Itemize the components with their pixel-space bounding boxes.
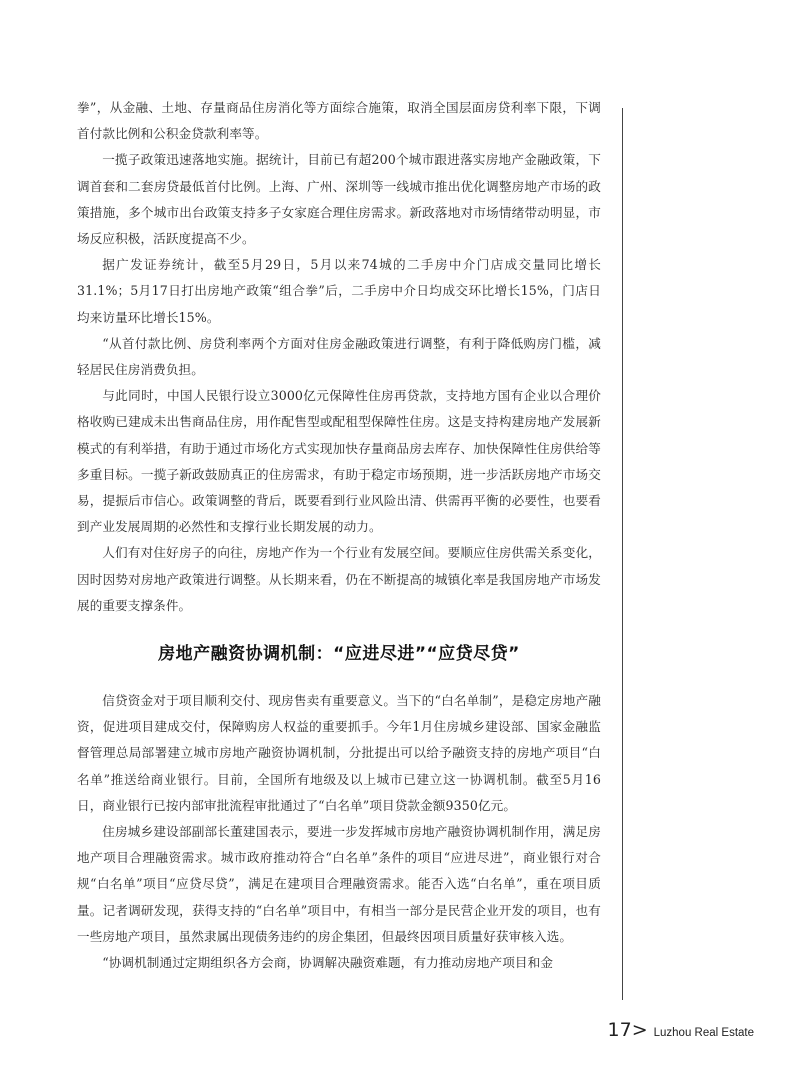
paragraph: 一揽子政策迅速落地实施。据统计，目前已有超200个城市跟进落实房地产金融政策，下调首套和二套房贷最低首付比例。上海、广州、深圳等一线城市推出优化调整房地产市场的政策措施，多个城市出台政策支持多子女家庭合理住房需求。新政落地对市场情绪带动明显，市场反应积极，活跃度提高不少。	[77, 152, 601, 247]
paragraph-continued: 拳”，从金融、土地、存量商品住房消化等方面综合施策，取消全国层面房贷利率下限，下调首付款比例和公积金贷款利率等。	[77, 100, 601, 142]
paragraph: “协调机制通过定期组织各方会商，协调解决融资难题，有力推动房地产项目和金	[102, 955, 554, 971]
article-body	[77, 95, 601, 976]
vertical-divider	[622, 108, 623, 1000]
paragraph: 信贷资金对于项目顺利交付、现房售卖有重要意义。当下的“白名单制”，是稳定房地产融资，促进项目建成交付，保障购房人权益的重要抓手。今年1月住房城乡建设部、国家金融监督管理总局部署建立城市房地产融资协调机制，分批提出可以给予融资支持的房地产项目“白名单”推送给商业银行。目前，全国所有地级及以上城市已建立这一协调机制。截至5月16日，商业银行已按内部审批流程审批通过了“白名单”项目贷款金额9350亿元。	[77, 693, 601, 813]
paragraph: 人们有对住好房子的向往，房地产作为一个行业有发展空间。要顺应住房供需关系变化，因时因势对房地产政策进行调整。从长期来看，仍在不断提高的城镇化率是我国房地产市场发展的重要支撑条件。	[77, 545, 601, 613]
page-number: 17>	[607, 1019, 648, 1041]
section-heading: 房地产融资协调机制：“应进尽进”“应贷尽贷”	[158, 644, 520, 665]
paragraph: 据广发证券统计，截至5月29日，5月以来74城的二手房中介门店成交量同比增长31.1%；5月17日打出房地产政策“组合拳”后，二手房中介日均成交环比增长15%，门店日均来访量环比增长15%。	[77, 257, 601, 325]
publication-name: Luzhou Real Estate	[653, 1027, 754, 1039]
paragraph: “从首付款比例、房贷利率两个方面对住房金融政策进行调整，有利于降低购房门槛，减轻居民住房消费负担。	[77, 335, 601, 378]
page-footer	[608, 1019, 754, 1041]
paragraph: 住房城乡建设部副部长董建国表示，要进一步发挥城市房地产融资协调机制作用，满足房地产项目合理融资需求。城市政府推动符合“白名单”条件的项目“应进尽进”，商业银行对合规“白名单”项目“应贷尽贷”，满足在建项目合理融资需求。能否入选“白名单”，重在项目质量。记者调研发现，获得支持的“白名单”项目中，有相当一部分是民营企业开发的项目，也有一些房地产项目，虽然隶属出现债务违约的房企集团，但最终因项目质量好获审核入选。	[77, 824, 601, 944]
paragraph: 与此同时，中国人民银行设立3000亿元保障性住房再贷款，支持地方国有企业以合理价格收购已建成未出售商品住房，用作配售型或配租型保障性住房。这是支持构建房地产发展新模式的有利举措，有助于通过市场化方式实现加快存量商品房去库存、加快保障性住房供给等多重目标。一揽子新政鼓励真正的住房需求，有助于稳定市场预期，进一步活跃房地产市场交易，提振后市信心。政策调整的背后，既要看到行业风险出清、供需再平衡的必要性，也要看到产业发展周期的必然性和支撑行业长期发展的动力。	[77, 388, 601, 535]
